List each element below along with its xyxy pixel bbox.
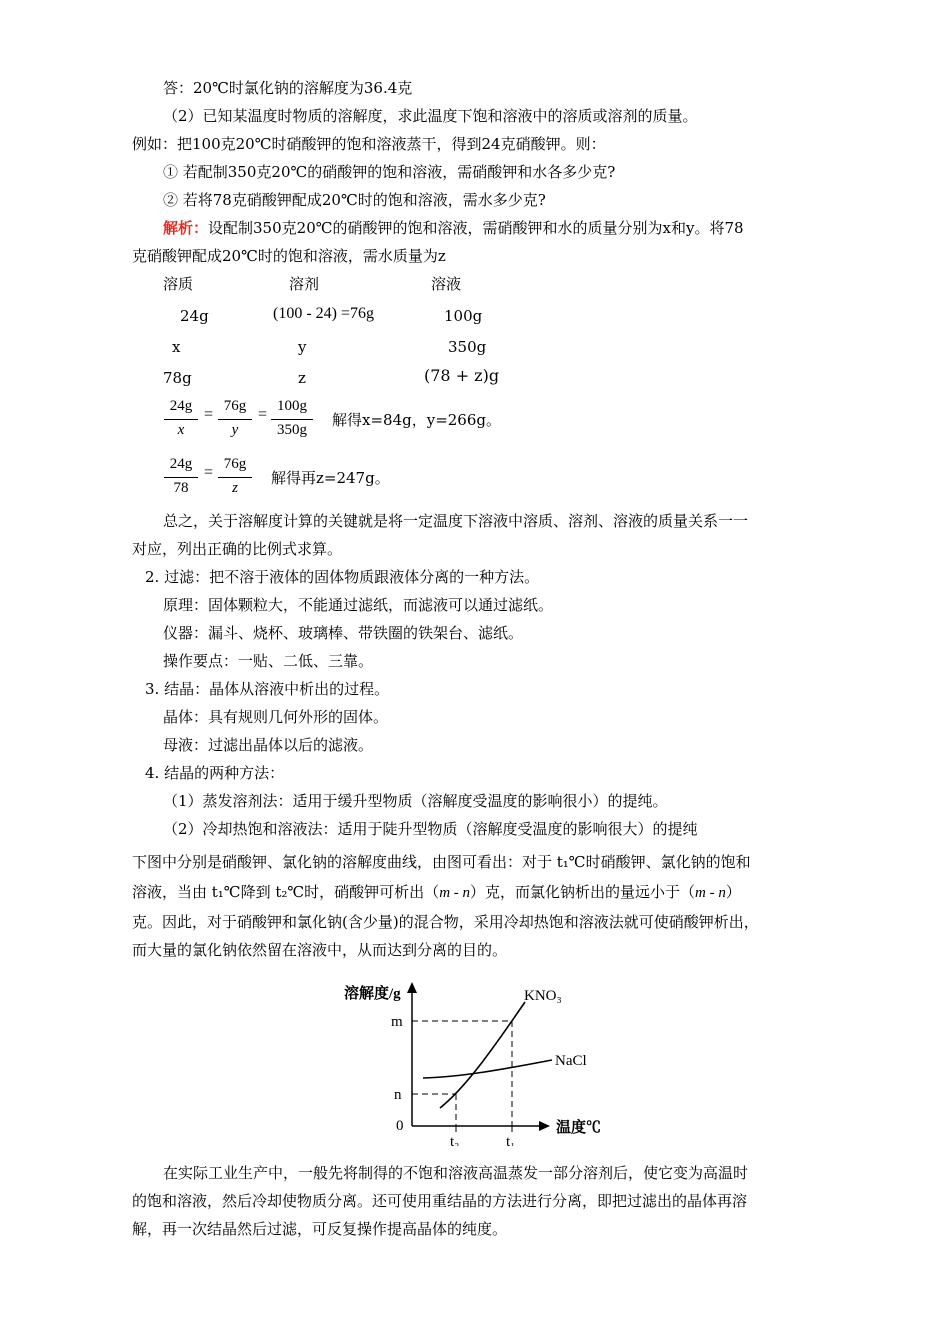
- eq1-f3-den: 350g: [277, 422, 307, 438]
- p2-part-b: ）克，而氯化钠析出的量远小于（: [470, 883, 696, 901]
- fraction-bar: [271, 419, 313, 420]
- origin-label: 0: [396, 1118, 404, 1134]
- row2-solution: 350g: [448, 338, 487, 356]
- p2-m-minus-n-2: m - n: [695, 885, 726, 901]
- eq1-result: 解得x=84g，y=266g。: [332, 411, 501, 429]
- nacl-curve: [423, 1060, 552, 1078]
- y-axis-label: 溶解度/g: [344, 986, 401, 1002]
- analysis-line-1: [163, 218, 744, 238]
- section-4-method-1: （1）蒸发溶剂法：适用于缓升型物质（溶解度受温度的影响很小）的提纯。: [163, 792, 668, 810]
- section-3-mother-liquor: 母液：过滤出晶体以后的滤液。: [163, 736, 374, 754]
- fraction-bar: [164, 419, 198, 420]
- sub-question-1: ① 若配制350克20℃的硝酸钾的饱和溶液，需硝酸钾和水各多少克?: [163, 163, 616, 181]
- p2-part-c: ）: [725, 883, 741, 901]
- paragraph-line-3: 克。因此，对于硝酸钾和氯化钠(含少量)的混合物，采用冷却热饱和溶液法就可使硝酸钾析出，: [132, 913, 759, 931]
- row1-solute: 24g: [180, 307, 209, 325]
- row1-solution: 100g: [444, 307, 483, 325]
- section-3-title: 3. 结晶：晶体从溶液中析出的过程。: [145, 680, 390, 698]
- summary-line-1: 总之，关于溶解度计算的关键就是将一定温度下溶液中溶质、溶剂、溶液的质量关系一一: [163, 512, 749, 530]
- eq2-f2-num: 76g: [223, 456, 247, 472]
- row2-solvent: y: [298, 338, 307, 356]
- y-axis-arrow: [407, 982, 417, 993]
- fraction-bar: [164, 477, 198, 478]
- section-2-principle: 原理：固体颗粒大，不能通过滤纸，而滤液可以通过滤纸。: [163, 596, 554, 614]
- analysis-line-2: 克硝酸钾配成20℃时的饱和溶液，需水质量为z: [132, 247, 446, 265]
- eq1-f1-num: 24g: [169, 398, 193, 414]
- equals-sign: =: [204, 464, 214, 481]
- x-axis-label: 温度℃: [556, 1120, 602, 1136]
- fraction-bar: [218, 419, 252, 420]
- eq1-f2-num: 76g: [223, 398, 247, 414]
- t2-label: t₂: [450, 1134, 460, 1146]
- final-line-2: 的饱和溶液，然后冷却使物质分离。还可使用重结晶的方法进行分离，即把过滤出的晶体再溶: [132, 1192, 748, 1210]
- eq1-f3-num: 100g: [277, 398, 307, 414]
- solubility-curve-svg: [330, 978, 630, 1146]
- row1-solvent: (100 - 24) =76g: [273, 305, 375, 322]
- equals-sign: =: [258, 406, 268, 423]
- row2-solute: x: [172, 338, 181, 356]
- n-label: n: [394, 1087, 402, 1103]
- final-line-1: 在实际工业生产中，一般先将制得的不饱和溶液高温蒸发一部分溶剂后，使它变为高温时: [163, 1164, 749, 1182]
- row3-solvent: z: [298, 369, 306, 387]
- p2-m-minus-n: m - n: [439, 885, 471, 901]
- section-2-instruments: 仪器：漏斗、烧杯、玻璃棒、带铁圈的铁架台、滤纸。: [163, 624, 524, 642]
- row3-solute: 78g: [163, 369, 192, 387]
- analysis-text-1: 设配制350克20℃的硝酸钾的饱和溶液，需硝酸钾和水的质量分别为x和y。将78: [208, 219, 744, 237]
- kno3-label: KNO₃: [524, 988, 562, 1004]
- header-solute: 溶质: [163, 275, 194, 293]
- summary-line-2: 对应，列出正确的比例式求算。: [132, 540, 343, 558]
- t1-label: t₁: [506, 1134, 516, 1146]
- q2-title: （2）已知某温度时物质的溶解度，求此温度下饱和溶液中的溶质或溶剂的质量。: [163, 107, 698, 125]
- solubility-curve-figure: [330, 978, 630, 1146]
- eq2-result: 解得再z=247g。: [271, 469, 390, 487]
- sub-question-2: ② 若将78克硝酸钾配成20℃时的饱和溶液，需水多少克?: [163, 191, 546, 209]
- final-line-3: 解，再一次结晶然后过滤，可反复操作提高晶体的纯度。: [132, 1220, 508, 1238]
- answer-line: 答：20℃时氯化钠的溶解度为36.4克: [163, 79, 413, 97]
- fraction-bar: [218, 477, 252, 478]
- example-line: 例如：把100克20℃时硝酸钾的饱和溶液蒸干，得到24克硝酸钾。则：: [132, 135, 606, 153]
- equals-sign: =: [204, 406, 214, 423]
- row3-solution: (78 + z)g: [424, 366, 500, 385]
- section-4-method-2: （2）冷却热饱和溶液法：适用于陡升型物质（溶解度受温度的影响很大）的提纯: [163, 820, 698, 838]
- section-3-crystal: 晶体：具有规则几何外形的固体。: [163, 708, 389, 726]
- eq1-f2-den: y: [231, 422, 239, 438]
- eq2-f1-num: 24g: [169, 456, 193, 472]
- m-label: m: [391, 1014, 403, 1030]
- eq1-f1-den: x: [177, 422, 185, 438]
- eq2-f2-den: z: [232, 480, 238, 496]
- section-2-points: 操作要点：一贴、二低、三靠。: [163, 652, 374, 670]
- p2-part-a: 溶液，当由 t₁℃降到 t₂℃时，硝酸钾可析出（: [132, 883, 440, 901]
- section-2-title: 2. 过滤：把不溶于液体的固体物质跟液体分离的一种方法。: [145, 568, 540, 586]
- paragraph-line-2: [132, 882, 741, 903]
- paragraph-line-1: 下图中分别是硝酸钾、氯化钠的溶解度曲线，由图可看出：对于 t₁℃时硝酸钾、氯化钠的饱和: [132, 853, 751, 871]
- paragraph-line-4: 而大量的氯化钠依然留在溶液中，从而达到分离的目的。: [132, 941, 508, 959]
- x-axis-arrow: [539, 1121, 550, 1131]
- nacl-label: NaCl: [555, 1053, 587, 1069]
- section-4-title: 4. 结晶的两种方法：: [145, 764, 285, 782]
- header-solution: 溶液: [431, 275, 462, 293]
- header-solvent: 溶剂: [289, 275, 320, 293]
- eq2-f1-den: 78: [173, 480, 189, 496]
- analysis-label: 解析：: [163, 219, 209, 237]
